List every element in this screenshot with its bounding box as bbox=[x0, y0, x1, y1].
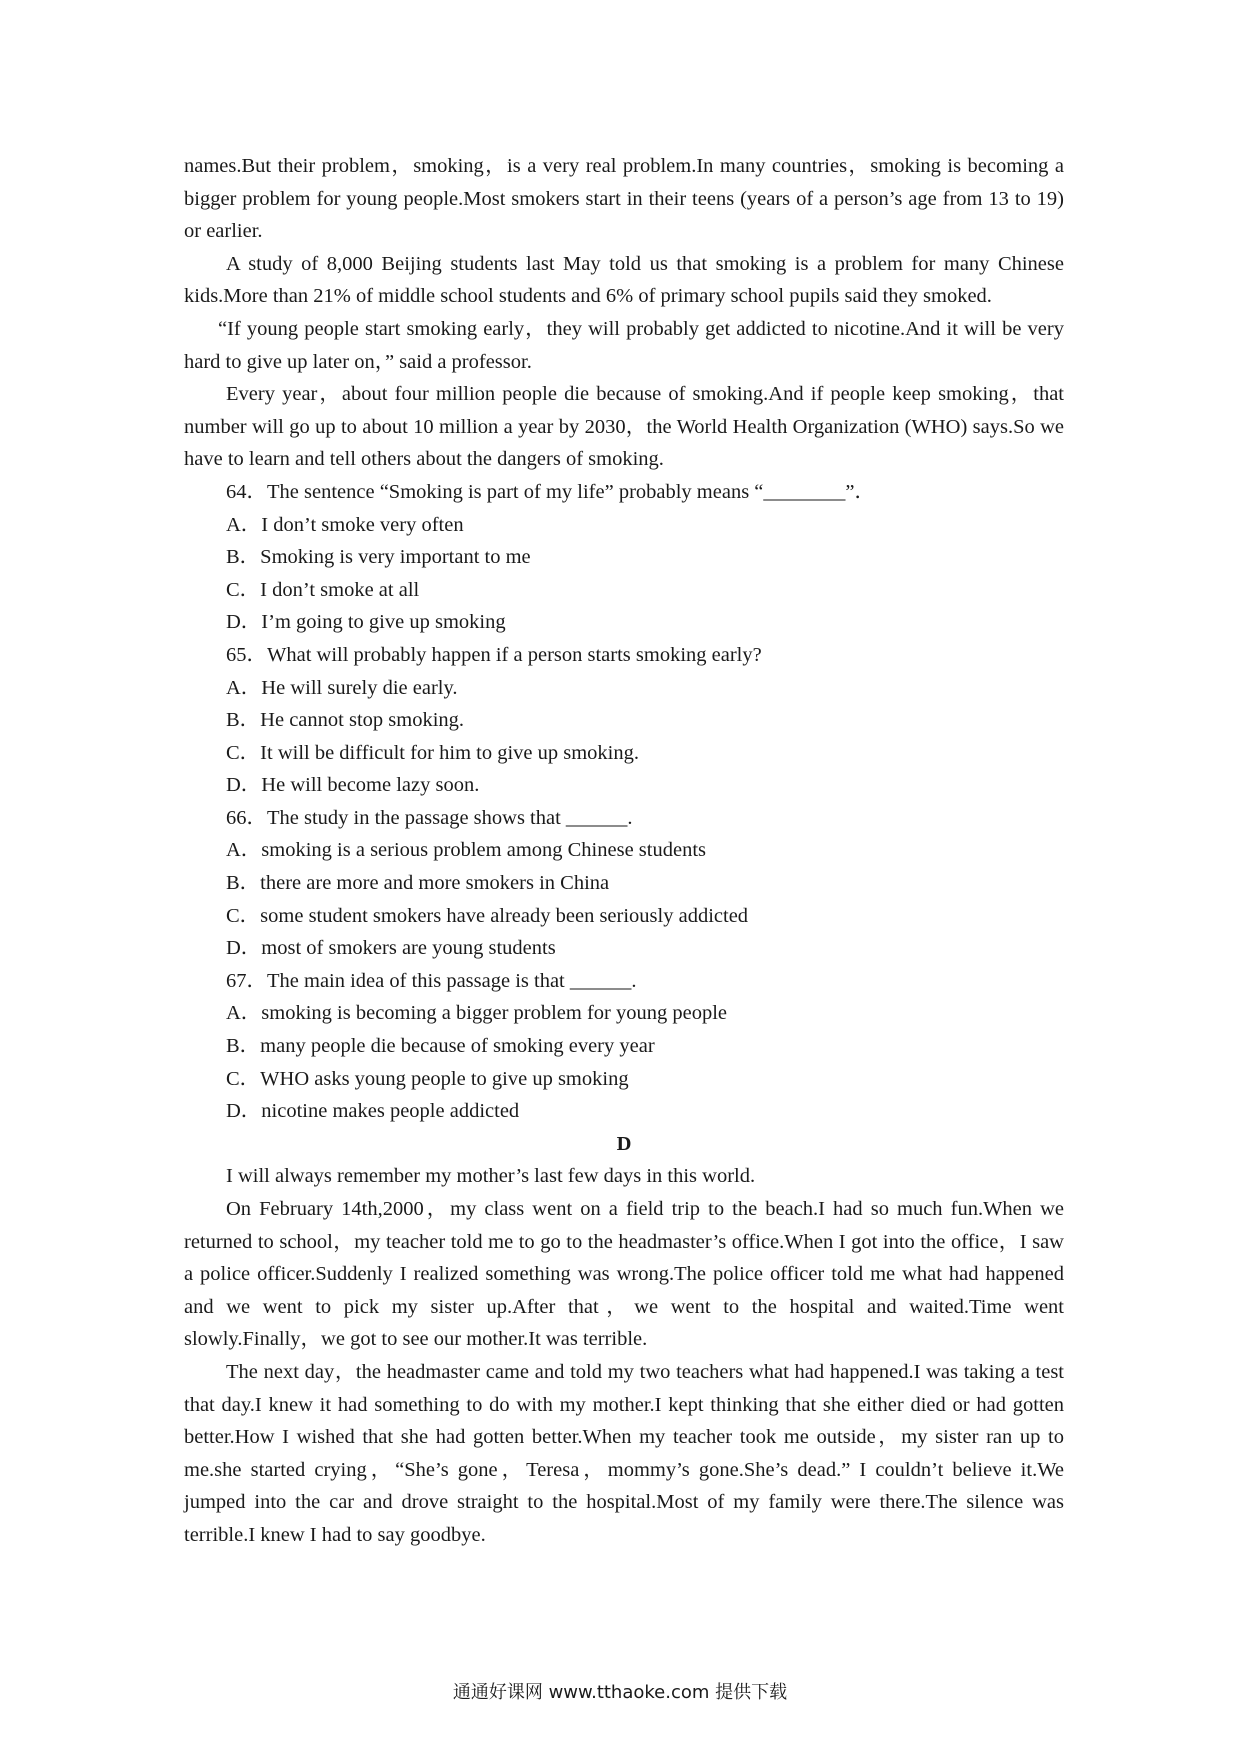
question-67 bbox=[184, 965, 1064, 1128]
passage-c-paragraph-2: A study of 8,000 Beijing students last May told us that smoking is a problem for many Chinese kids.More than 21% of middle school students and 6% of primary school pupils said they smoked. bbox=[184, 252, 1064, 308]
passage-c-paragraph-4: Every year，about four million people die because of smoking.And if people keep smoking，that number will go up to about 10 million a year by 2030，the World Health Organization (WHO) says.So we have to learn and tell others about the dangers of smoking. bbox=[184, 383, 1064, 471]
question-stem: 66．The study in the passage shows that ______. bbox=[226, 806, 633, 829]
question-option: C．WHO asks young people to give up smoking bbox=[226, 1067, 629, 1090]
passage-c-paragraph-3: “If young people start smoking early，they will probably get addicted to nicotine.And it will be very hard to give up later on，” said a professor. bbox=[184, 317, 1064, 373]
question-65 bbox=[184, 639, 1064, 802]
question-option: C．I don’t smoke at all bbox=[226, 578, 420, 601]
question-option: D．He will become lazy soon. bbox=[226, 774, 480, 797]
question-option: B．Smoking is very important to me bbox=[226, 546, 531, 569]
question-option: A．I don’t smoke very often bbox=[226, 513, 464, 536]
question-option: B．He cannot stop smoking. bbox=[226, 709, 465, 732]
download-credit-footer: 通通好课网 www.tthaoke.com 提供下载 bbox=[452, 1682, 788, 1703]
question-option: A．smoking is a serious problem among Chinese students bbox=[226, 839, 706, 862]
question-option: D．I’m going to give up smoking bbox=[226, 611, 506, 634]
passage-d-paragraph-1: I will always remember my mother’s last few days in this world. bbox=[226, 1165, 756, 1188]
question-stem: 65．What will probably happen if a person starts smoking early? bbox=[226, 643, 762, 666]
question-option: A．He will surely die early. bbox=[226, 676, 458, 699]
question-option: D．nicotine makes people addicted bbox=[226, 1100, 520, 1123]
question-stem: 67．The main idea of this passage is that ______. bbox=[226, 969, 637, 992]
question-option: C．It will be difficult for him to give up smoking. bbox=[226, 741, 640, 764]
question-64 bbox=[184, 476, 1064, 639]
passage-d-paragraph-3: The next day，the headmaster came and told my two teachers what had happened.I was taking a test that day.I knew it had something to do with my mother.I kept thinking that she either died or had gotten better.How I wished that she had gotten better.When my teacher took me outside，my sister ran up to me.she started crying，“She’s gone，Teresa，mommy’s gone.She’s dead.” I couldn’t believe it.We jumped into the car and drove straight to the hospital.Most of my family were there.The silence was terrible.I knew I had to say goodbye. bbox=[184, 1360, 1064, 1546]
passage-c-paragraph-1: names.But their problem，smoking，is a very real problem.In many countries，smoking is becoming a bigger problem for young people.Most smokers start in their teens (years of a person’s age from 13 to 19) or earlier. bbox=[184, 155, 1064, 243]
question-option: B．many people die because of smoking every year bbox=[226, 1035, 655, 1058]
question-option: D．most of smokers are young students bbox=[226, 937, 556, 960]
question-66 bbox=[184, 802, 1064, 965]
exam-page-body bbox=[184, 150, 1064, 1552]
question-stem: 64．The sentence “Smoking is part of my life” probably means “________”． bbox=[226, 480, 876, 503]
passage-d-paragraph-2: On February 14th,2000，my class went on a field trip to the beach.I had so much fun.When we returned to school，my teacher told me to go to the headmaster’s office.When I got into the office，I saw a police officer.Suddenly I realized something was wrong.The police officer told me what had happened and we went to pick my sister up.After that，we went to the hospital and waited.Time went slowly.Finally，we got to see our mother.It was terrible. bbox=[184, 1198, 1064, 1351]
question-option: C．some student smokers have already been seriously addicted bbox=[226, 904, 749, 927]
question-option: A．smoking is becoming a bigger problem for young people bbox=[226, 1002, 728, 1025]
section-d-title: D bbox=[616, 1132, 632, 1155]
question-option: B．there are more and more smokers in China bbox=[226, 872, 610, 895]
